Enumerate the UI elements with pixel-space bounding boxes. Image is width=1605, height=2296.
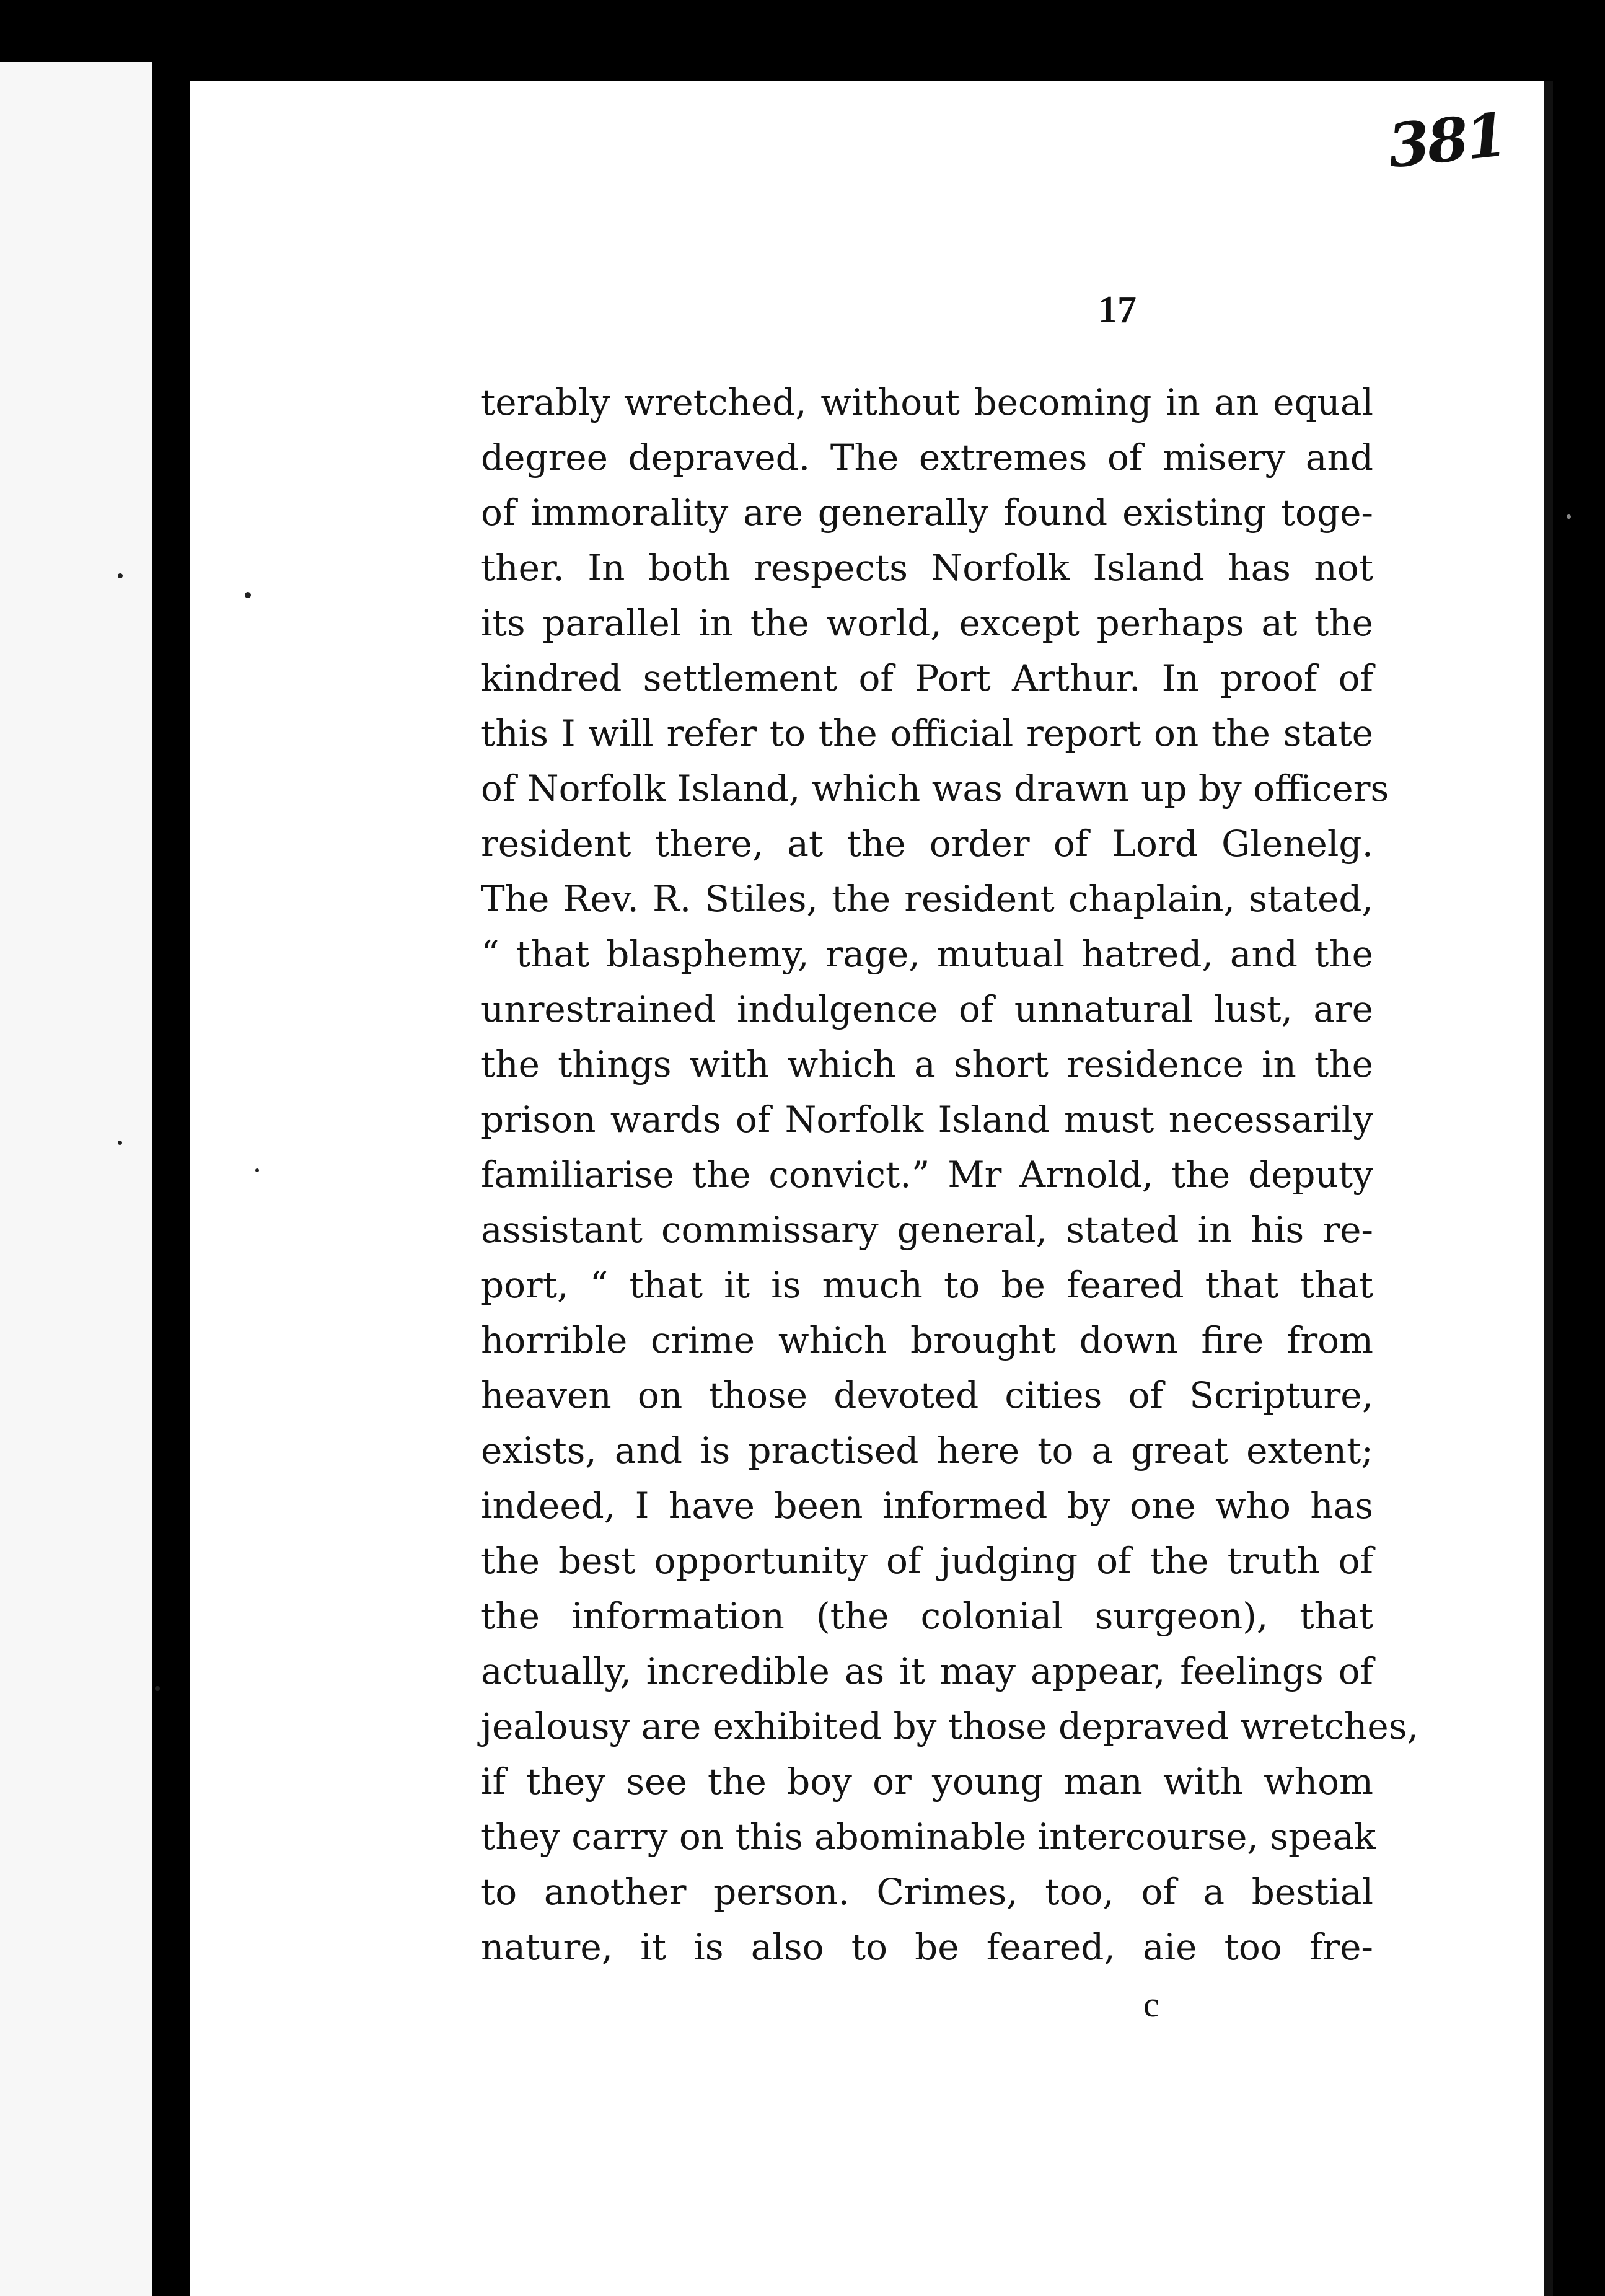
text-line: actually, incredible as it may appear, feelings of — [481, 1650, 1373, 1692]
text-line: the things with which a short residence in the — [481, 1043, 1373, 1085]
text-line: resident there, at the order of Lord Glenelg. — [481, 823, 1373, 865]
text-line: unrestrained indulgence of unnatural lust, are — [481, 988, 1373, 1030]
scan-speck — [155, 1686, 160, 1691]
handwritten-folio-number: 381 — [1384, 99, 1508, 182]
text-line: The Rev. R. Stiles, the resident chaplain, stated, — [481, 878, 1373, 920]
text-line: the information (the colonial surgeon), that — [481, 1595, 1373, 1637]
text-line: if they see the boy or young man with whom — [481, 1760, 1373, 1803]
text-line: this I will refer to the official report on the state — [481, 712, 1373, 754]
scan-speck — [118, 573, 123, 578]
text-line: exists, and is practised here to a great extent; — [481, 1429, 1373, 1472]
text-line: “ that blasphemy, rage, mutual hatred, and the — [481, 933, 1373, 975]
text-line: to another person. Crimes, too, of a bestial — [481, 1871, 1373, 1913]
binding-gutter — [152, 68, 190, 2296]
page-number: 17 — [1098, 289, 1137, 331]
text-line: assistant commissary general, stated in his re- — [481, 1209, 1373, 1251]
scan-speck — [1567, 514, 1571, 519]
text-line: they carry on this abominable intercourse, speak — [481, 1816, 1376, 1858]
text-line: terably wretched, without becoming in an equal — [481, 381, 1373, 423]
signature-mark: c — [1143, 1984, 1159, 2024]
scan-speck — [245, 592, 251, 598]
text-line: horrible crime which brought down fire from — [481, 1319, 1373, 1361]
text-line: nature, it is also to be feared, aie too fre- — [481, 1926, 1373, 1968]
text-line: kindred settlement of Port Arthur. In proof of — [481, 657, 1373, 699]
text-line: the best opportunity of judging of the truth of — [481, 1540, 1373, 1582]
scan-speck — [255, 1168, 259, 1172]
text-line: indeed, I have been informed by one who has — [481, 1485, 1373, 1527]
text-line: degree depraved. The extremes of misery and — [481, 436, 1373, 479]
scan-border — [1553, 81, 1605, 2296]
facing-page-edge — [0, 62, 152, 2296]
body-text — [481, 375, 1418, 1975]
text-line: jealousy are exhibited by those depraved wretches, — [481, 1705, 1418, 1747]
text-line: prison wards of Norfolk Island must necessarily — [481, 1098, 1373, 1141]
text-line: familiarise the convict.” Mr Arnold, the deputy — [481, 1154, 1373, 1196]
text-line: of immorality are generally found existing toge- — [481, 492, 1373, 534]
scan-speck — [118, 1141, 122, 1145]
text-line: heaven on those devoted cities of Scripture, — [481, 1374, 1373, 1416]
text-line: port, “ that it is much to be feared that that — [481, 1264, 1373, 1306]
text-line: ther. In both respects Norfolk Island has not — [481, 547, 1373, 589]
text-line: of Norfolk Island, which was drawn up by officers — [481, 767, 1389, 810]
text-line: its parallel in the world, except perhaps at the — [481, 602, 1373, 644]
